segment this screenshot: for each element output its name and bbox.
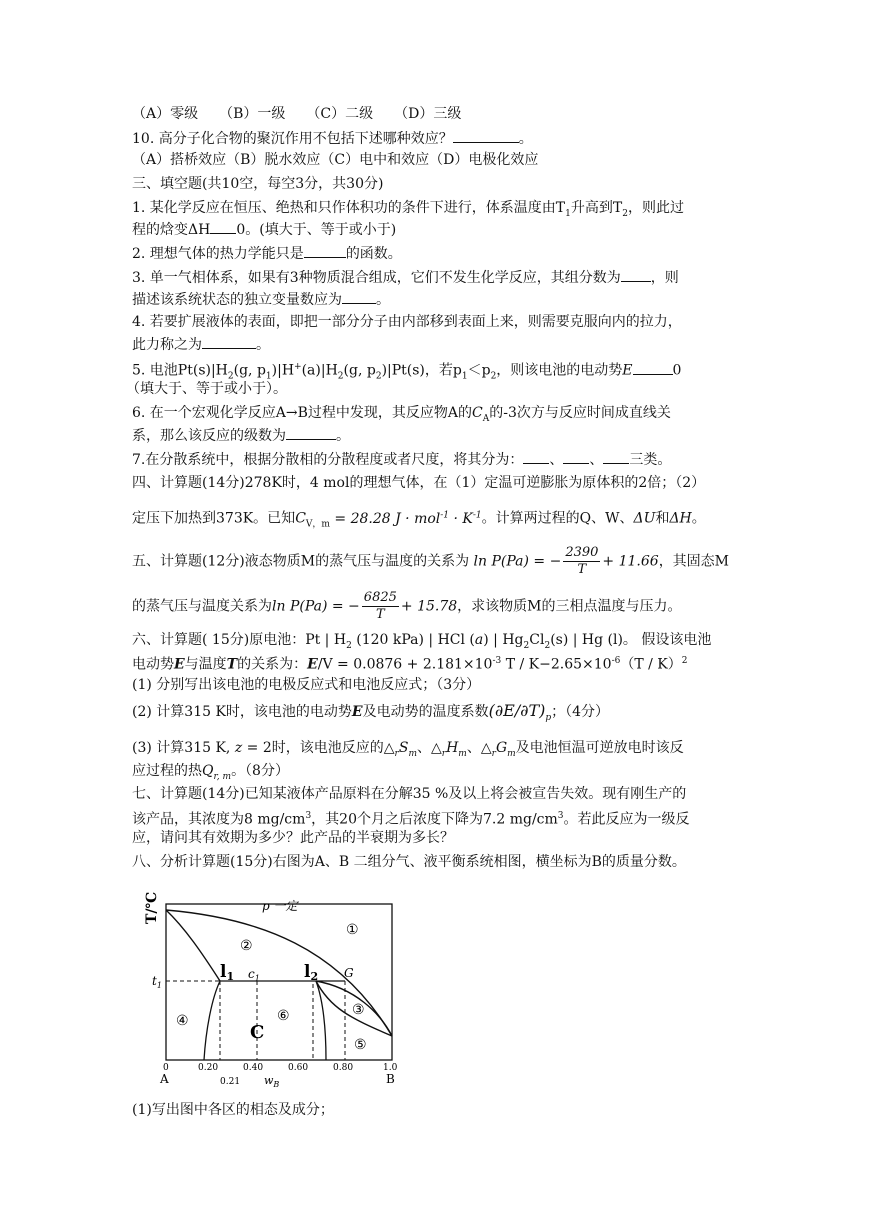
fill-q6-line1: 6. 在一个宏观化学反应A→B过程中发现，其反应物A的$C_A$的-3次方与反应时间成直线关 xyxy=(132,405,671,424)
fill-q5-line1: 5. 电池$Pt(s)|H_2(g$, $p_1)|H^+(a)|H_2(g$, $p_2)|Pt(s)$，若$p_1<p_2$，则该电池的电动势E 0 xyxy=(132,357,681,386)
section3-heading: 三、填空题(共10空，每空3分，共30分) xyxy=(132,176,384,192)
pressure-label: p 一定 xyxy=(262,899,298,913)
section8-question1: (1)写出图中各区的相态及成分； xyxy=(132,1102,334,1118)
diagram-y-label: T/℃ xyxy=(144,891,160,924)
section8-heading: 八、分析计算题(15分)右图为A、B 二组分气、液平衡系统相图，横坐标为B的质量分数。 xyxy=(132,854,686,870)
left-liquid-curve xyxy=(166,910,220,981)
region-1: ① xyxy=(346,922,359,938)
g-label: G xyxy=(344,966,354,980)
q10-question: 10. 高分子化合物的聚沉作用不包括下述哪种效应？ 。 xyxy=(132,128,533,149)
fill-q5-line2: （填大于、等于或小于）。 xyxy=(126,381,287,397)
l2-label: l2 xyxy=(304,962,319,983)
region-3: ③ xyxy=(352,1002,365,1018)
fill-q7: 7.在分散系统中，根据分散相的分散程度或者尺度，将其分为： 、 、 三类。 xyxy=(132,449,671,470)
axis-a-label: A xyxy=(160,1072,169,1086)
tick-080: 0.80 xyxy=(333,1063,354,1073)
t1-label: $t_1$ xyxy=(152,974,162,990)
tick-021: 0.21 xyxy=(220,1077,241,1087)
fill-q3-line2: 描述该系统状态的独立变量数应为 。 xyxy=(132,289,390,310)
fill-q3-line1: 3. 单一气相体系，如果有3种物质混合组成，它们不发生化学反应，其组分数为 ，则 xyxy=(132,267,679,288)
section6-part2: (2) 计算315 K时，该电池的电动势E及电动势的温度系数$(\partial E/\partial T)_p$；（4分） xyxy=(132,701,610,723)
tick-060: 0.60 xyxy=(288,1063,309,1073)
section6-line1: 六、计算题( 15分)原电池：Pt | $H_2$ (120 kPa) | HCl (a) | $Hg_2Cl_2(s)$ | Hg (l)。 假设该电池 xyxy=(132,632,712,651)
region-4: ④ xyxy=(176,1013,189,1029)
axis-b-label: B xyxy=(386,1072,395,1086)
q10-options: （A）搭桥效应（B）脱水效应（C）电中和效应（D）电极化效应 xyxy=(132,152,539,168)
fill-q1-line1: 1. 某化学反应在恒压、绝热和只作体积功的条件下进行，体系温度由$T_1$升高到$T_2$，则此过 xyxy=(132,200,684,219)
phase-diagram xyxy=(140,888,420,1093)
section6-line2: 电动势E与温度T的关系为：$E/V = 0.0876 + 2.181\times 10^{-3}$ $T / K-2.65\times 10^{-6}(T / K)^2$ xyxy=(132,656,688,673)
section7-line1: 七、计算题(14分)已知某液体产品原料在分解35 %及以上将会被宣告失效。现有刚生产的 xyxy=(132,786,687,802)
region-6: ⑥ xyxy=(277,1008,290,1024)
c1-label: $c_1$ xyxy=(248,967,260,983)
right-solubility-curve xyxy=(316,981,326,1060)
section6-part3-cont: 应过程的热$Q_{r, m}$。（8分） xyxy=(132,763,289,782)
region-c: C xyxy=(250,1022,265,1043)
q9-options: （A）零级 （B）一级 （C）二级 （D）三级 xyxy=(132,106,462,122)
section4-line2: 定压下加热到373K。已知$C_{V,m} = 28.28$ $J \cdot mol^{-1} \cdot K^{-1}$。计算两过程的Q、W、ΔU和ΔH。 xyxy=(132,510,706,530)
fill-q1-line2: 程的焓变ΔH 0。(填大于、等于或小于) xyxy=(132,219,396,240)
region-2: ② xyxy=(240,938,253,954)
section5-line2: 的蒸气压与温度关系为ln P(Pa) = − $\frac{6825}{T}$ + 15.78，求该物质M的三相点温度与压力。 xyxy=(132,590,682,622)
fill-q6-line2: 系，那么该反应的级数为 。 xyxy=(132,425,350,446)
l1-label: l1 xyxy=(220,962,235,983)
x-axis-label: $w_B$ xyxy=(264,1074,280,1089)
section7-line2: 该产品，其浓度为8 $mg/cm^3$，其20个月之后浓度下降为7.2 $mg/cm^3$。若此反应为一级反 xyxy=(132,811,690,828)
section6-part1: (1) 分别写出该电池的电极反应式和电池反应式；（3分） xyxy=(132,677,481,693)
tick-040: 0.40 xyxy=(243,1063,264,1073)
section7-line3: 应，请问其有效期为多少？此产品的半衰期为多长？ xyxy=(132,830,454,846)
left-solubility-curve xyxy=(204,981,220,1060)
section6-part3: (3) 计算315 K, z = 2时，该电池反应的$\triangle_rS_m$、$\triangle_rH_m$、$\triangle_rG_m$及电池恒温可逆放电时该反 xyxy=(132,740,684,759)
tick-020: 0.20 xyxy=(198,1063,219,1073)
fill-q4-line2: 此力称之为 。 xyxy=(132,334,270,355)
fill-q2: 2. 理想气体的热力学能只是 的函数。 xyxy=(132,243,402,264)
tick-0: 0 xyxy=(163,1063,169,1073)
fill-q4-line1: 4. 若要扩展液体的表面，即把一部分分子由内部移到表面上来，则需要克服向内的拉力， xyxy=(132,314,682,330)
region-5: ⑤ xyxy=(354,1037,367,1053)
tick-10: 1.0 xyxy=(383,1063,398,1073)
section4-line1: 四、计算题(14分)278K时，4 mol的理想气体，在（1）定温可逆膨胀为原体积的2倍；（2） xyxy=(132,475,706,491)
section5-line1: 五、计算题(12分)液态物质M的蒸气压与温度的关系为 ln P(Pa) = − $\frac{2390}{T}$ + 11.66，其固态M xyxy=(132,545,730,577)
